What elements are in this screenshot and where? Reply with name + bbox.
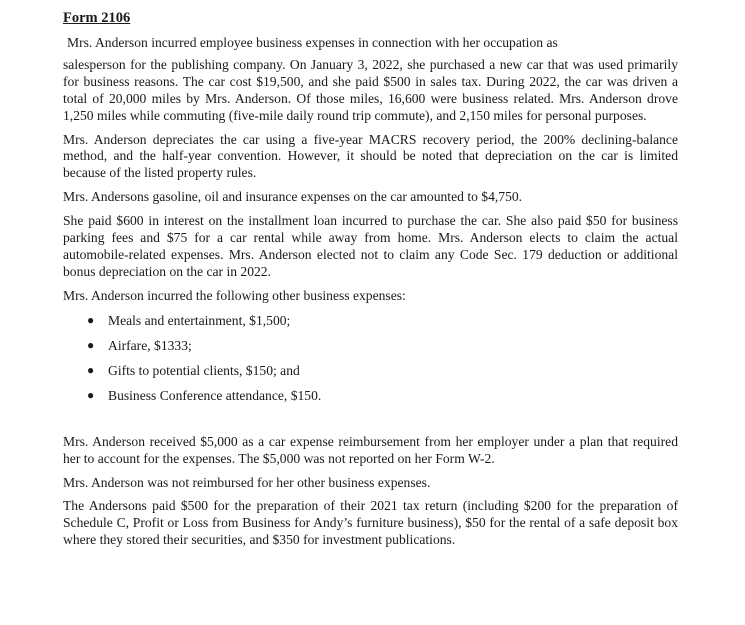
document-page: [63, 8, 678, 556]
car-expenses-paragraph: Mrs. Andersons gasoline, oil and insurance expenses on the car amounted to $4,750.: [63, 189, 523, 205]
car-purchase-paragraph: salesperson for the publishing company. On January 3, 2022, she purchased a new car that was used primarily for business reasons. The car cost $19,500, and she paid $500 in sales tax. During 2022, the car was driven a total of 20,000 miles by Mrs. Anderson. Of those miles, 16,600 were business related. Mrs. Anderson drove 1,250 miles while commuting (five-mile daily round trip commute), and 2,150 miles for personal purposes.: [63, 56, 678, 123]
spacer: [63, 412, 678, 434]
list-item: [63, 312, 678, 329]
expense-conference: Business Conference attendance, $150.: [108, 387, 322, 403]
expense-airfare: Airfare, $1333;: [108, 337, 192, 353]
loan-interest-paragraph: She paid $600 in interest on the installment loan incurred to purchase the car. She also paid $50 for business parking fees and $75 for a car rental while away from home. Mrs. Anderson elects to claim the actual automobile-related expenses. Mrs. Anderson elected not to claim any Code Sec. 179 deduction or additional bonus depreciation on the car in 2022.: [63, 213, 678, 279]
not-reimbursed-paragraph: Mrs. Anderson was not reimbursed for her other business expenses.: [63, 474, 431, 490]
list-item: [63, 362, 678, 379]
expense-meals: Meals and entertainment, $1,500;: [108, 312, 291, 328]
other-expenses-intro: Mrs. Anderson incurred the following other business expenses:: [63, 287, 406, 303]
bullet-icon: ●: [87, 337, 95, 352]
bullet-icon: ●: [87, 387, 95, 402]
reimbursement-paragraph: Mrs. Anderson received $5,000 as a car expense reimbursement from her employer under a plan that required her to account for the expenses. The $5,000 was not reported on her Form W-2.: [63, 433, 678, 466]
bullet-icon: ●: [87, 312, 95, 327]
tax-prep-paragraph: The Andersons paid $500 for the preparation of their 2021 tax return (including $200 for the preparation of Schedule C, Profit or Loss from Business for Andy’s furniture business), $50 for the rental of a safe deposit box where they stored their securities, and $350 for investment publications.: [63, 498, 678, 548]
list-item: [63, 387, 678, 404]
depreciation-paragraph: Mrs. Anderson depreciates the car using a five-year MACRS recovery period, the 200% declining-balance method, and the half-year convention. However, it should be noted that depreciation on the car is limited because of the listed property rules.: [63, 131, 678, 181]
expense-list: [63, 312, 678, 404]
bullet-icon: ●: [87, 362, 95, 377]
list-item: [63, 337, 678, 354]
intro-line: Mrs. Anderson incurred employee business expenses in connection with her occupation as: [67, 35, 558, 50]
expense-gifts: Gifts to potential clients, $150; and: [108, 362, 300, 378]
form-title: Form 2106: [63, 10, 131, 26]
